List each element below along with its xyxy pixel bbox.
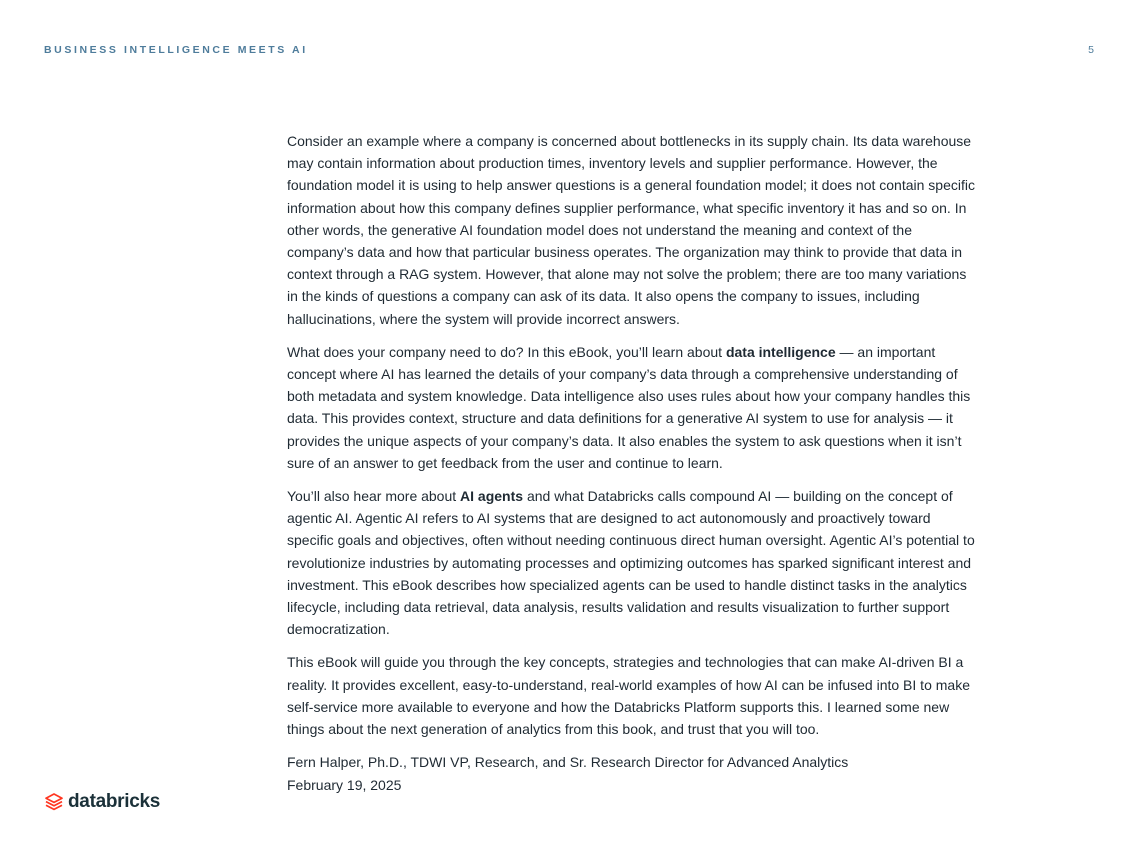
signature-name: Fern Halper, Ph.D., TDWI VP, Research, and Sr. Research Director for Advanced Analytics	[287, 754, 849, 771]
logo-wordmark: databricks	[68, 791, 161, 812]
databricks-logo	[44, 791, 160, 813]
main-content	[287, 130, 977, 796]
paragraph-text: — an important concept where AI has learned the details of your company’s data through a comprehensive understanding of both metadata and system knowledge. Data intelligence also uses rules about how your company handles this data. This provides context, structure and data definitions for a generative AI system to use for analysis — it provides the unique aspects of your company’s data. It also enables the system to ask questions when it isn’t sure of an answer to get feedback from the user and continue to learn.	[287, 343, 971, 471]
paragraph-ai-agents	[287, 485, 977, 640]
databricks-stack-icon	[44, 792, 64, 812]
paragraph-data-intelligence	[287, 341, 977, 474]
running-header: BUSINESS INTELLIGENCE MEETS AI	[44, 44, 308, 56]
paragraph-text: and what Databricks calls compound AI — building on the concept of agentic AI. Agentic AI refers to AI systems that are designed to act autonomously and proactively toward specific goals and objectives, often without needing continuous direct human oversight. Agentic AI’s potential to revolutionize industries by automating processes and optimizing outcomes has sparked significant interest and investment. This eBook describes how specialized agents can be used to handle distinct tasks in the analytics lifecycle, including data retrieval, data analysis, results validation and results visualization to further support democratization.	[287, 488, 975, 638]
paragraph-ebook-guide: This eBook will guide you through the key concepts, strategies and technologies that can make AI-driven BI a reality. It provides excellent, easy-to-understand, real-world examples of how AI can be infused into BI to make self-service more available to everyone and how the Databricks Platform supports this. I learned some new things about the next generation of analytics from this book, and trust that you will too.	[287, 654, 970, 738]
paragraph-text: You’ll also hear more about	[287, 488, 461, 505]
page-number: 5	[1088, 44, 1094, 56]
signature-date: February 19, 2025	[287, 776, 402, 793]
bold-term-data-intelligence: data intelligence	[725, 343, 836, 360]
bold-term-ai-agents: AI agents	[460, 488, 524, 505]
paragraph-supply-chain-example: Consider an example where a company is concerned about bottlenecks in its supply chain. Its data warehouse may contain information about production times, inventory levels and supplier performance. However, the foundation model it is using to help answer questions is a general foundation model; it does not contain specific information about how this company defines supplier performance, what specific inventory it has and so on. In other words, the generative AI foundation model does not understand the meaning and context of the company’s data and how that particular business operates. The organization may think to provide that data in context through a RAG system. However, that alone may not solve the problem; there are too many variations in the kinds of questions a company can ask of its data. It also opens the company to issues, including hallucinations, where the system will provide incorrect answers.	[287, 133, 975, 327]
signature-block	[287, 751, 977, 796]
paragraph-text: What does your company need to do? In this eBook, you’ll learn about	[287, 343, 726, 360]
